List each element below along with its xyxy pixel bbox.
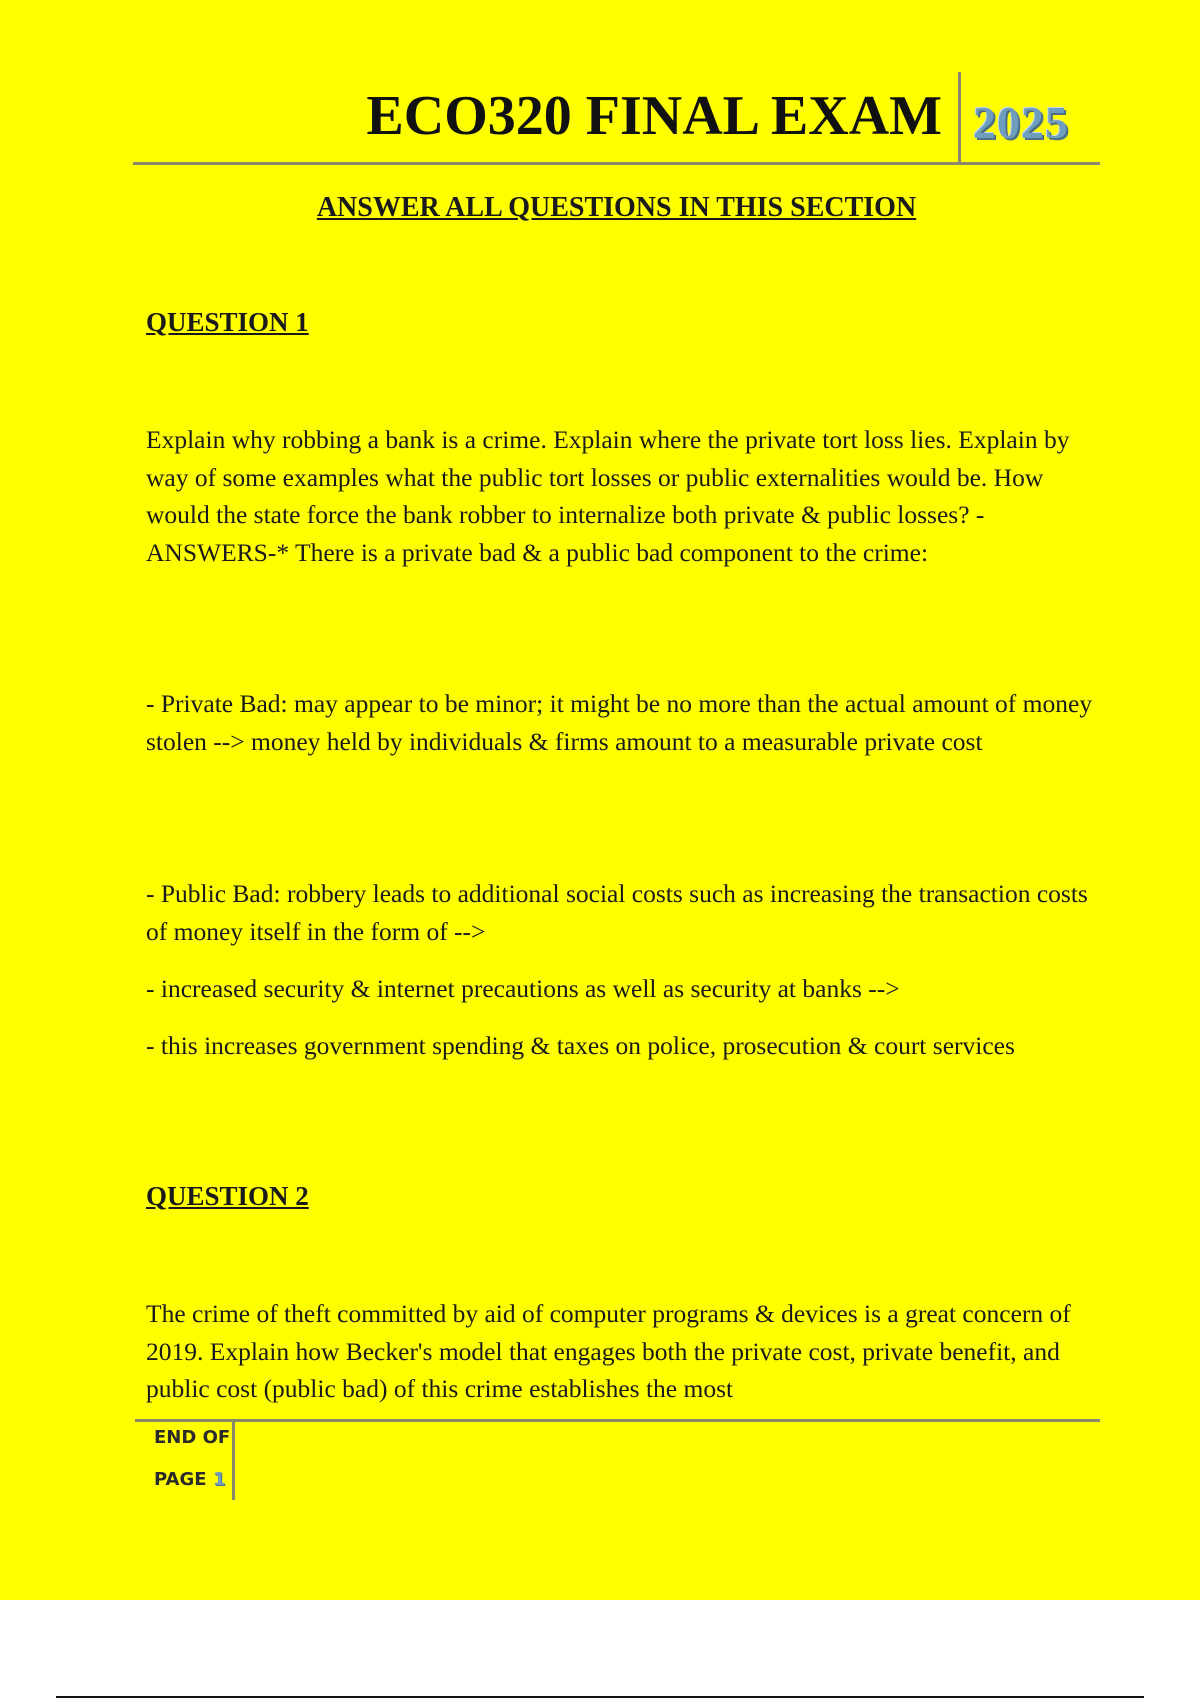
footer-rule	[135, 1419, 1100, 1422]
exam-title: ECO320 FINAL EXAM	[366, 85, 942, 147]
header-divider	[958, 72, 961, 164]
footer-page-label	[154, 1469, 225, 1490]
security-paragraph: - increased security & internet precautions as well as security at banks -->	[146, 974, 900, 1003]
footer-divider	[232, 1422, 235, 1500]
public-bad-paragraph: - Public Bad: robbery leads to additional social costs such as increasing the transaction costs of money itself in the form of -->	[146, 879, 1088, 946]
section-instruction: ANSWER ALL QUESTIONS IN THIS SECTION	[316, 192, 917, 223]
footer-end-of: END OF	[154, 1427, 231, 1448]
header-rule	[133, 162, 1100, 165]
page-header	[133, 70, 1100, 166]
footer-page-number: 1	[212, 1469, 226, 1490]
question-2-text: The crime of theft committed by aid of computer programs & devices is a great concern of 2019. Explain how Becker's model that engages both the private cost, private benefit, and public cost (public bad) of this crime establishes the most	[146, 1299, 1071, 1403]
question-1-text: Explain why robbing a bank is a crime. Explain where the private tort loss lies. Explain by way of some examples what the public tort losses or public externalities would be. How would the state force the bank robber to internalize both private & public losses? - ANSWERS-* There is a private bad & a public bad component to the crime:	[146, 425, 1070, 567]
footer-page-word: PAGE	[154, 1469, 207, 1490]
bottom-rule	[56, 1696, 1144, 1698]
exam-year: 2025	[973, 97, 1069, 148]
question-2-heading: QUESTION 2	[146, 1181, 309, 1211]
private-bad-paragraph: - Private Bad: may appear to be minor; it might be no more than the actual amount of money stolen --> money held by individuals & firms amount to a measurable private cost	[146, 689, 1093, 756]
spending-paragraph: - this increases government spending & taxes on police, prosecution & court services	[146, 1031, 1015, 1060]
question-1-heading: QUESTION 1	[146, 307, 309, 337]
